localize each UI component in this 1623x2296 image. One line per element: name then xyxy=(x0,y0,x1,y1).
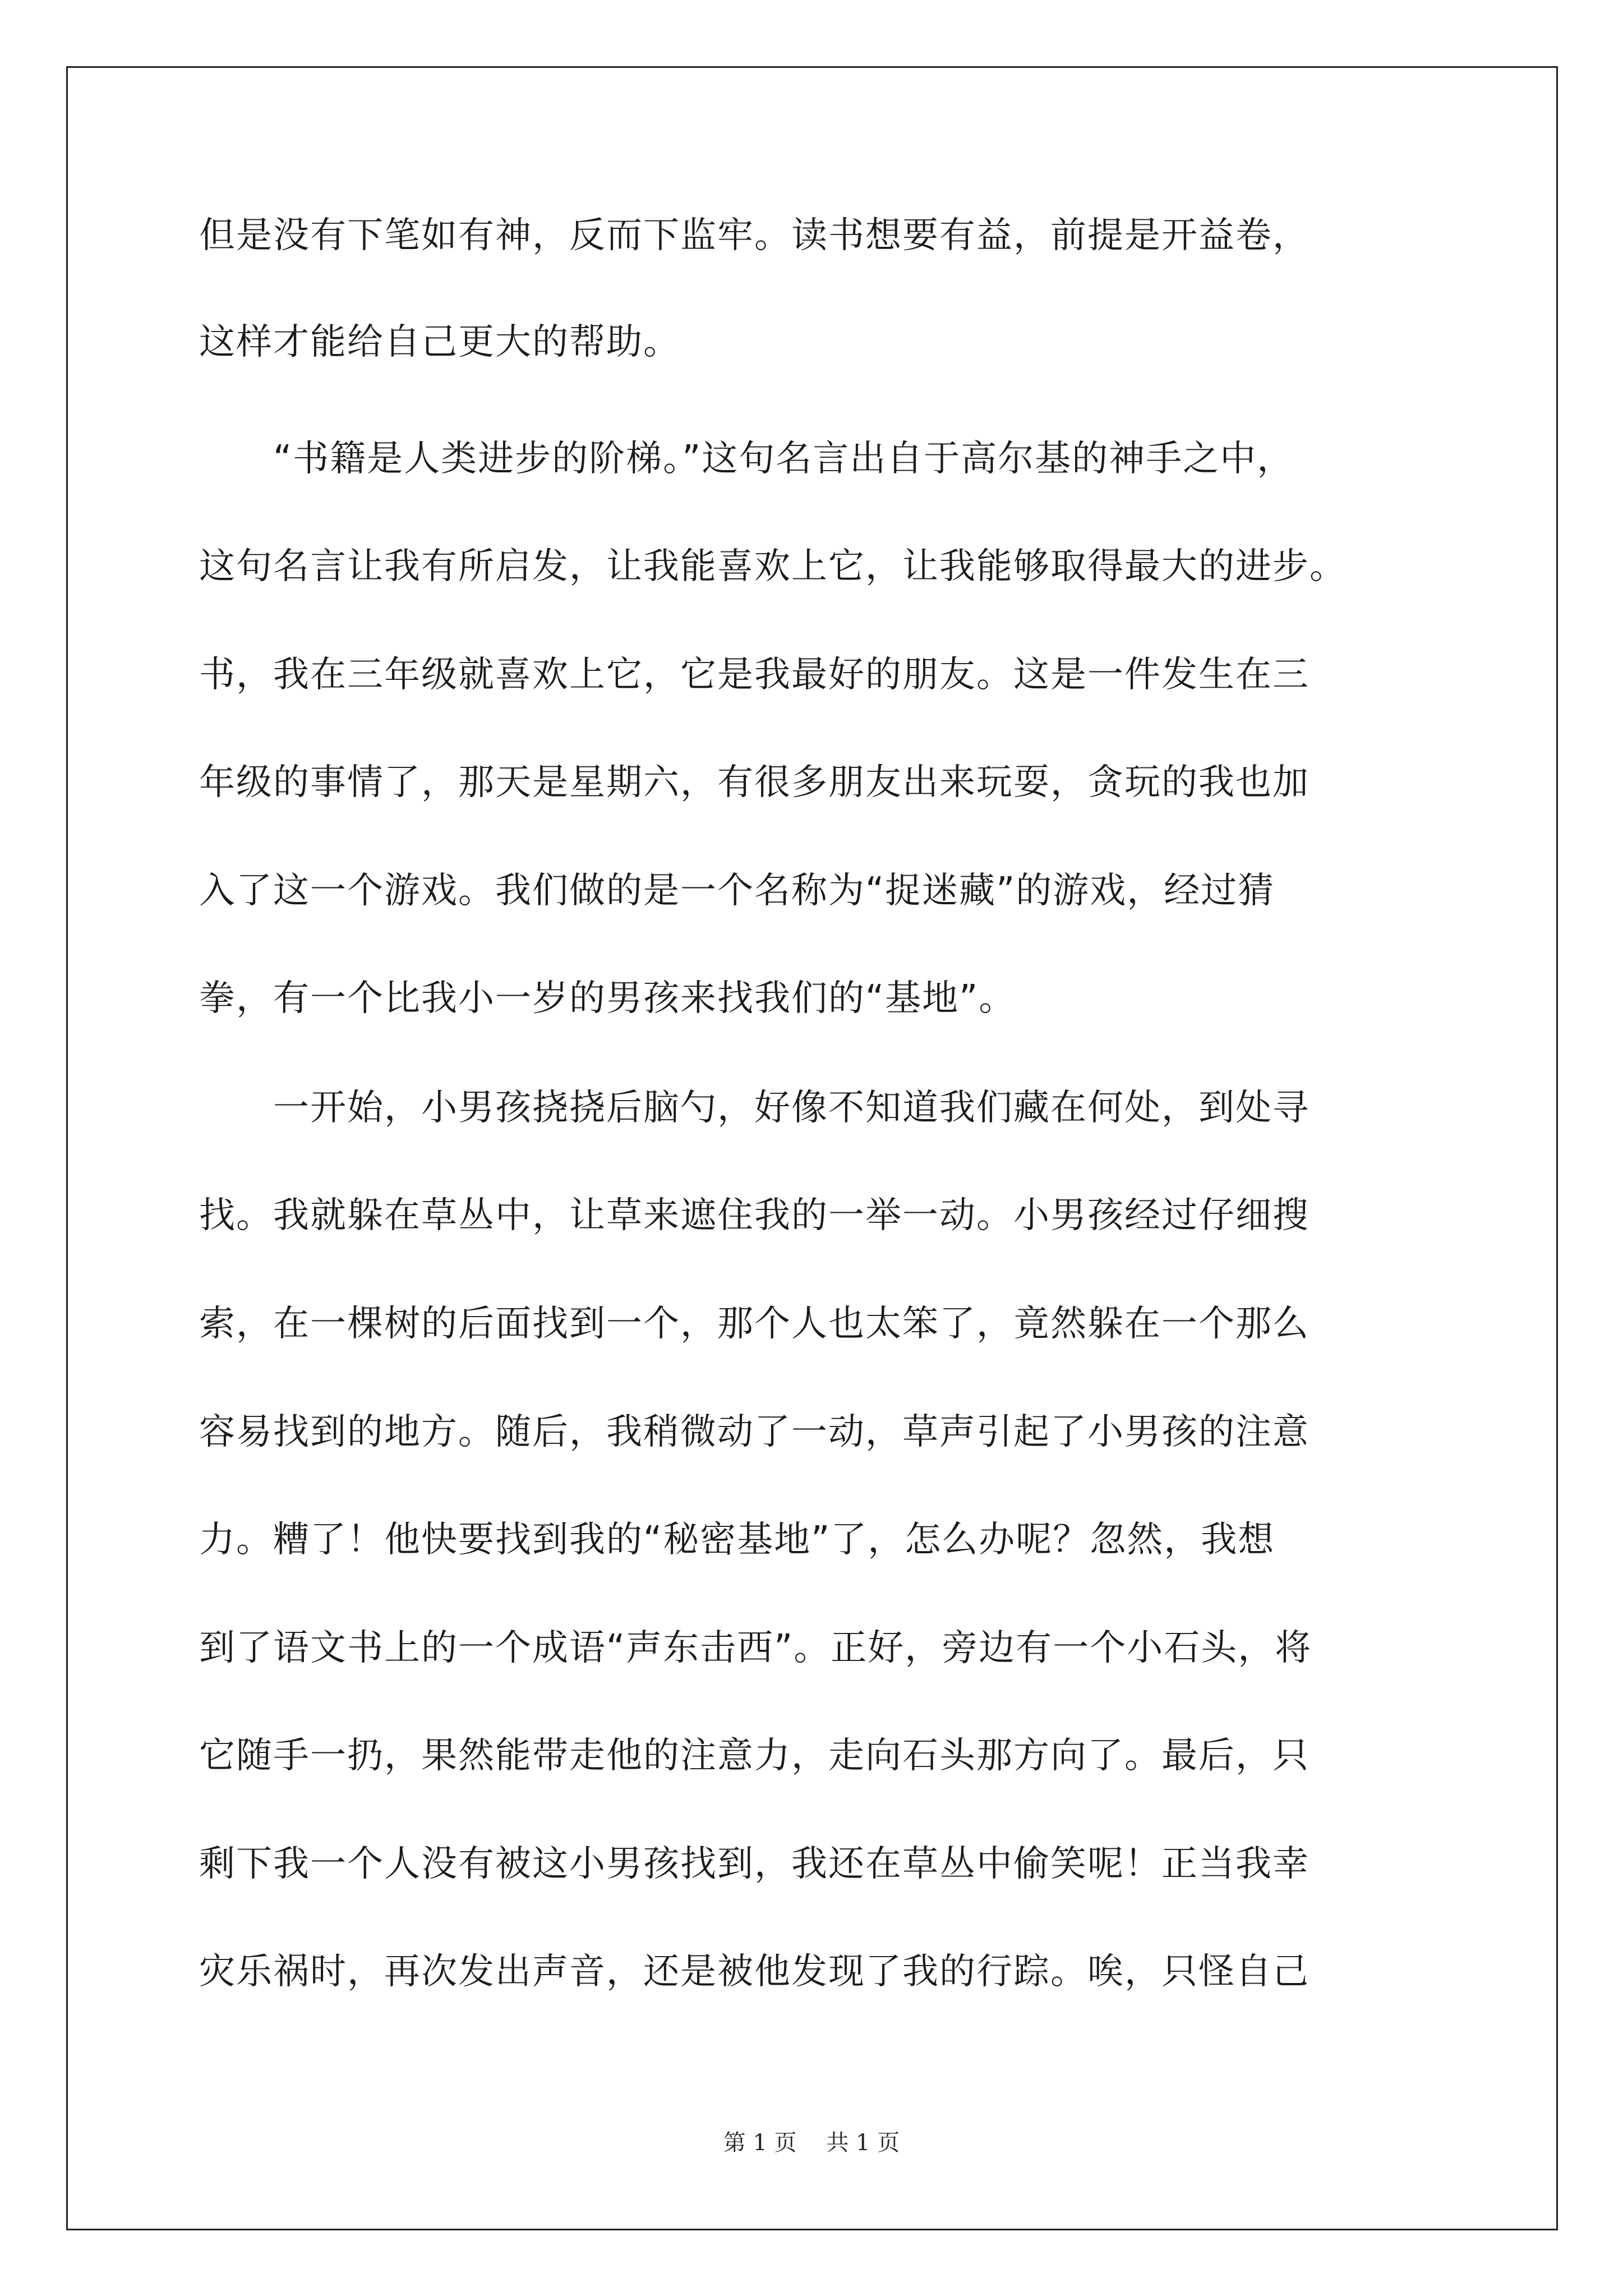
text-line: 这句名言让我有所启发，让我能喜欢上它，让我能够取得最大的进步。 xyxy=(199,546,1347,587)
text-line: 但是没有下笔如有神，反而下监牢。读书想要有益，前提是开益卷， xyxy=(199,215,1310,256)
text-line: 索，在一棵树的后面找到一个，那个人也太笨了，竟然躲在一个那么 xyxy=(199,1303,1310,1345)
page-frame xyxy=(66,66,1558,2230)
text-line: 它随手一扔，果然能带走他的注意力，走向石头那方向了。最后，只 xyxy=(199,1735,1310,1777)
text-line: 书，我在三年级就喜欢上它，它是我最好的朋友。这是一件发生在三 xyxy=(199,654,1310,696)
text-line: 剩下我一个人没有被这小男孩找到，我还在草丛中偷笑呢！正当我幸 xyxy=(199,1843,1310,1885)
text-line: 这样才能给自己更大的帮助。 xyxy=(199,321,680,363)
text-line: 到了语文书上的一个成语“声东击西”。正好，旁边有一个小石头，将 xyxy=(199,1627,1312,1669)
page-number: 第 1 页 共 1 页 xyxy=(723,2130,900,2156)
text-line: 容易找到的地方。随后，我稍微动了一动，草声引起了小男孩的注意 xyxy=(199,1411,1310,1453)
text-line: 灾乐祸时，再次发出声音，还是被他发现了我的行踪。唉，只怪自己 xyxy=(199,1951,1310,1993)
text-line: 拳，有一个比我小一岁的男孩来找我们的“基地”。 xyxy=(199,978,1016,1019)
text-line: 入了这一个游戏。我们做的是一个名称为“捉迷藏”的游戏，经过猜 xyxy=(199,870,1275,912)
text-line: 一开始，小男孩挠挠后脑勺，好像不知道我们藏在何处，到处寻 xyxy=(199,1087,1310,1129)
text-line: 年级的事情了，那天是星期六，有很多朋友出来玩耍，贪玩的我也加 xyxy=(199,762,1310,803)
text-line: 力。糟了！他快要找到我的“秘密基地”了，怎么办呢？忽然，我想 xyxy=(199,1519,1275,1561)
text-line: 找。我就躲在草丛中，让草来遮住我的一举一动。小男孩经过仔细搜 xyxy=(199,1195,1310,1236)
text-line: “书籍是人类进步的阶梯。”这句名言出自于高尔基的神手之中， xyxy=(199,438,1294,480)
